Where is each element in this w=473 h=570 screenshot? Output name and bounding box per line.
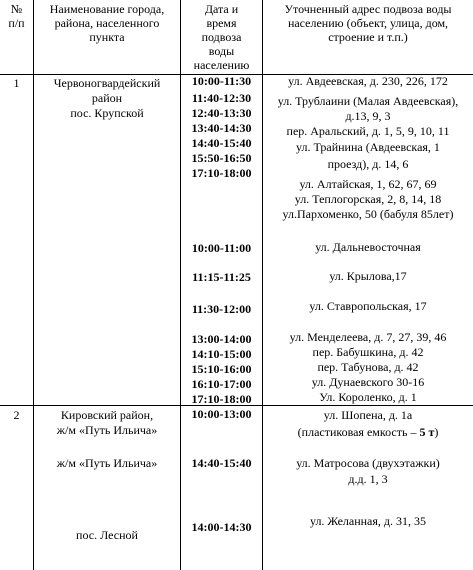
- address-line: д.13, 9, 3: [345, 109, 391, 123]
- settlement-name: пос. Лесной: [76, 528, 138, 542]
- address-line: ул. Авдеевская, д. 230, 226, 172: [288, 74, 448, 88]
- time-slot: 11:40-12:30: [191, 91, 252, 105]
- address-line: [263, 425, 473, 439]
- address-line: ул. Матросова (двухэтажки): [296, 456, 440, 470]
- settlement-name: ж/м «Путь Ильича»: [56, 456, 158, 470]
- time-slot: 15:10-16:00: [191, 362, 252, 376]
- district-name: Кировский район,: [60, 408, 154, 422]
- time-slot: 14:10-15:00: [191, 347, 252, 361]
- time-slot: 13:40-14:30: [191, 121, 252, 135]
- address-line: ул. Крылова,17: [329, 269, 407, 283]
- district-name: район: [91, 91, 123, 105]
- address-text: ): [434, 425, 439, 439]
- row-number: 1: [13, 76, 20, 90]
- time-slot: 15:50-16:50: [191, 151, 252, 165]
- address-line: ул. Менделеева, д. 7, 27, 39, 46: [289, 330, 447, 344]
- address-line: ул. Трублаини (Малая Авдеевская),: [277, 94, 459, 108]
- row-number: 2: [13, 408, 20, 422]
- header-address: Уточненный адрес подвоза воды населению (объект, улица, дом, строение и т.п.): [284, 2, 452, 44]
- address-line: ул. Ставропольская, 17: [309, 299, 427, 313]
- address-line: ул. Трайнина (Авдеевская, 1: [296, 140, 440, 154]
- address-line: пер. Табунова, д. 42: [317, 360, 419, 374]
- address-line: проезд), д. 14, 6: [327, 157, 409, 171]
- address-line: пер. Бабушкина, д. 42: [312, 345, 424, 359]
- address-line: ул. Желанная, д. 31, 35: [309, 514, 427, 528]
- address-text: (пластиковая емкость –: [297, 425, 420, 439]
- time-slot: 13:00-14:00: [191, 332, 252, 346]
- time-slot: 10:00-11:30: [191, 74, 252, 88]
- time-slot: 14:40-15:40: [191, 456, 252, 470]
- address-line: ул. Дальневосточная: [315, 240, 421, 254]
- time-slot: 14:40-15:40: [191, 136, 252, 150]
- time-slot: 16:10-17:00: [191, 377, 252, 391]
- header-num: № п/п: [8, 2, 25, 30]
- time-slot: 17:10-18:00: [191, 166, 252, 180]
- time-slot: 12:40-13:30: [191, 106, 252, 120]
- header-time: Дата и время подвоза воды населению: [193, 2, 250, 72]
- time-slot: 14:00-14:30: [191, 520, 252, 534]
- address-line: пер. Аральский, д. 1, 5, 9, 10, 11: [286, 124, 450, 138]
- settlement-name: пос. Крупской: [70, 106, 144, 120]
- address-line: ул. Алтайская, 1, 62, 67, 69: [299, 177, 437, 191]
- address-line: ул. Шопена, д. 1а: [323, 408, 413, 422]
- address-line: ул. Теплогорская, 2, 8, 14, 18: [294, 192, 442, 206]
- address-line: ул.Пархоменко, 50 (бабуля 85лет): [282, 207, 454, 221]
- address-line: ул. Дунаевского 30-16: [311, 375, 425, 389]
- tank-volume: 5 т: [419, 425, 435, 439]
- settlement-name: ж/м «Путь Ильича»: [56, 423, 158, 437]
- time-slot: 10:00-11:00: [191, 241, 252, 255]
- district-name: Червоногвардейский: [53, 76, 161, 90]
- time-slot: 10:00-13:00: [191, 407, 252, 421]
- address-line: д.д. 1, 3: [348, 472, 388, 486]
- header-name: Наименование города, района, населенного пункта: [49, 2, 165, 44]
- address-line: Ул. Короленко, д. 1: [319, 390, 417, 404]
- time-slot: 11:30-12:00: [191, 302, 252, 316]
- time-slot: 17:10-18:00: [191, 392, 252, 406]
- time-slot: 11:15-11:25: [192, 270, 251, 284]
